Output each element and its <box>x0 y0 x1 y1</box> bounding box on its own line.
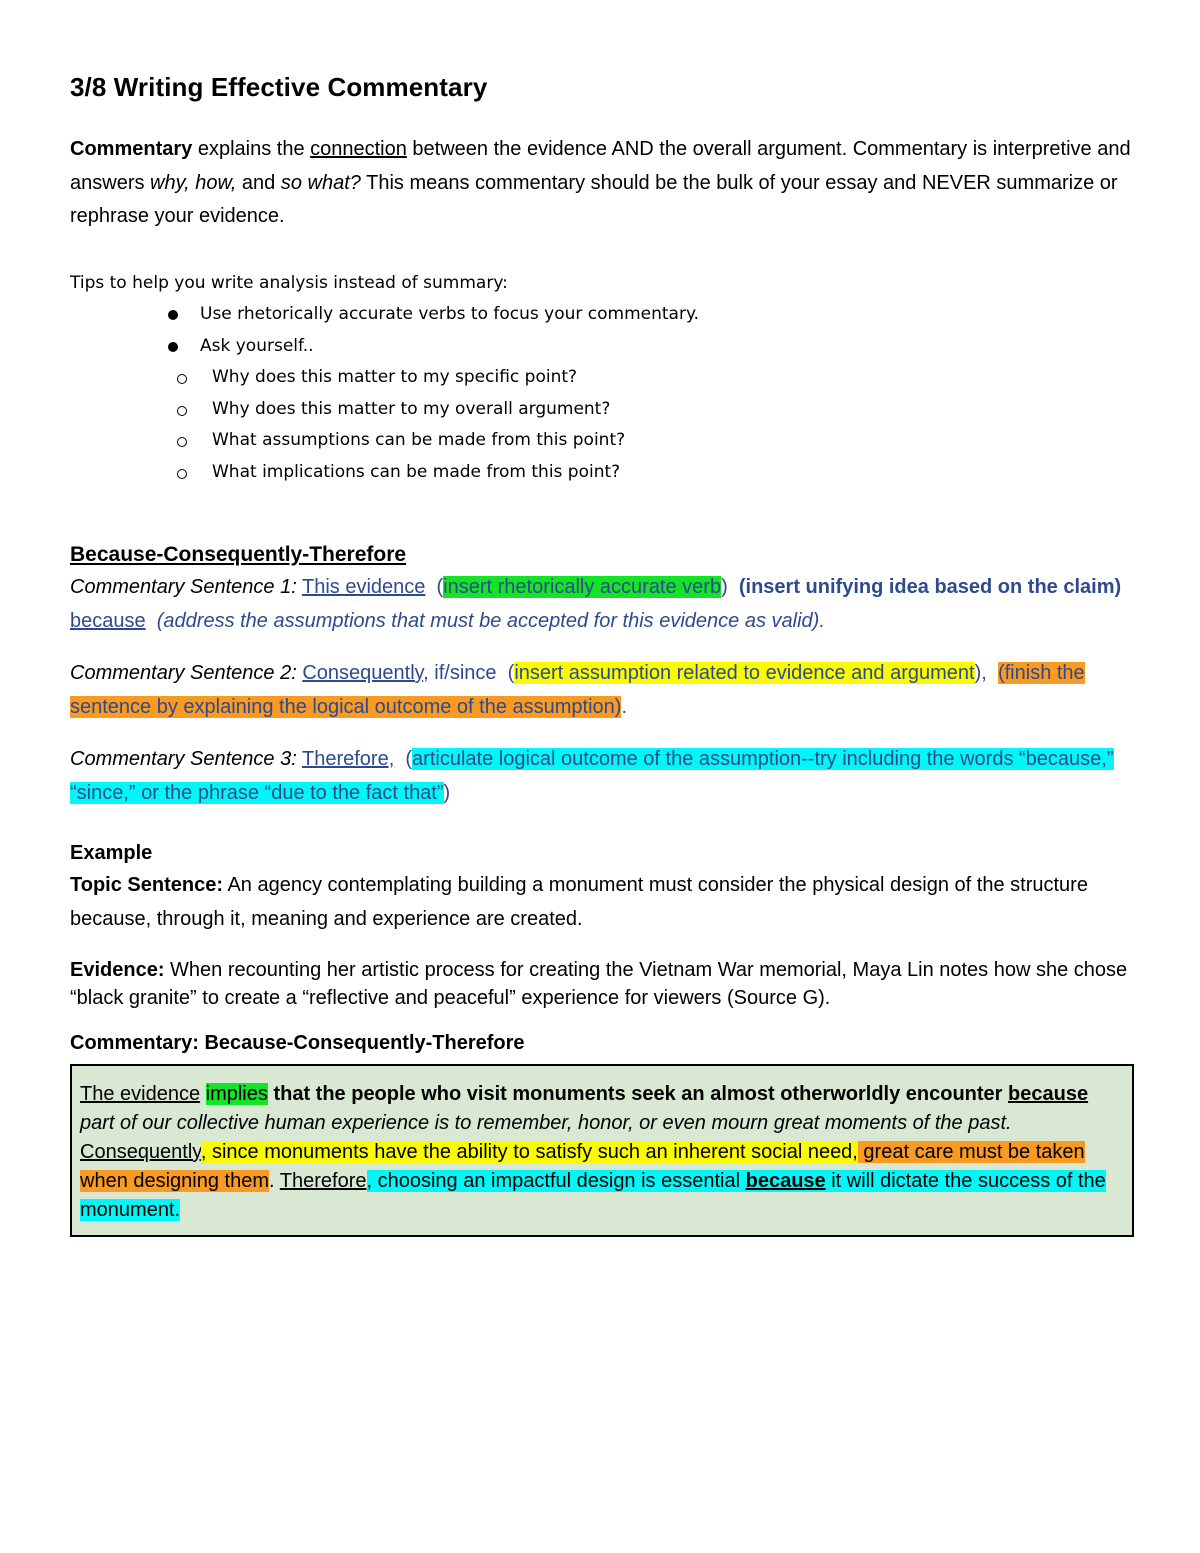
paren: ( <box>997 662 1005 684</box>
since-text: since monuments have the ability to satisfy such an inherent social need, <box>206 1141 858 1163</box>
bullet-icon <box>168 310 178 320</box>
choosing-text: choosing an impactful design is essential <box>372 1170 746 1192</box>
the-evidence-text: The evidence <box>80 1083 201 1105</box>
list-item <box>70 457 1132 489</box>
circle-bullet-icon <box>177 374 187 384</box>
list-item <box>70 331 1132 363</box>
evidence-paragraph <box>70 956 1132 1012</box>
paren: ( <box>405 748 413 770</box>
document-page <box>70 72 1132 1237</box>
commentary-sentence-3 <box>70 742 1132 810</box>
list-item-text: Why does this matter to my specific point? <box>212 367 578 387</box>
circle-bullet-icon <box>177 469 187 479</box>
paren: ) <box>721 576 728 598</box>
this-evidence-text: This evidence <box>301 576 426 598</box>
evidence-label: Evidence: <box>70 959 165 981</box>
because-text: because <box>745 1170 826 1192</box>
if-since-text: , if/since <box>423 662 497 684</box>
paren: ) <box>443 782 451 804</box>
because-text: because <box>1008 1083 1089 1105</box>
because-text: because <box>70 610 146 632</box>
assumption-text: part of our collective human experience is to remember, honor, or even mourn great moments of the past. <box>80 1112 1012 1134</box>
dictate-text: it will dictate the success of the monument. <box>80 1170 1106 1221</box>
circle-bullet-icon <box>177 406 187 416</box>
intro-text-4: This means commentary should be the bulk of your essay and NEVER summarize or rephrase your evidence. <box>70 171 1118 227</box>
comma: , <box>366 1170 373 1192</box>
topic-label: Topic Sentence: <box>70 874 223 896</box>
intro-text-1: explains the <box>192 138 311 160</box>
finish-placeholder: finish the sentence by explaining the logical outcome of the assumption <box>70 662 1085 718</box>
consequently-text: Consequently <box>80 1141 201 1163</box>
intro-text-2: between the evidence AND the overall argument. Commentary is interpretive and answers <box>70 138 1131 194</box>
list-item-text: Ask yourself.. <box>200 335 314 356</box>
topic-text: An agency contemplating building a monument must consider the physical design of the structure because, through it, meaning and experience are created. <box>70 874 1088 930</box>
tips-section <box>70 268 1132 489</box>
list-item <box>70 362 1132 394</box>
intro-text-3: and <box>236 171 281 194</box>
commentary-example-box <box>70 1064 1134 1237</box>
great-care-text: great care must be taken when designing them <box>80 1141 1085 1192</box>
list-item-text: What assumptions can be made from this point? <box>212 430 626 450</box>
topic-sentence <box>70 868 1132 936</box>
comma: , <box>200 1141 207 1163</box>
paren: ), <box>974 662 987 684</box>
consequently-text: Consequently <box>302 662 424 684</box>
assumption-placeholder: insert assumption related to evidence and argument <box>514 662 975 684</box>
intro-term: Commentary <box>70 138 193 160</box>
tips-heading: Tips to help you write analysis instead of summary: <box>70 272 508 293</box>
sentence-label: Commentary Sentence 1: <box>70 576 297 598</box>
implies-text: implies <box>205 1083 268 1105</box>
bullet-icon <box>168 342 178 352</box>
verb-placeholder: insert rhetorically accurate verb <box>443 576 722 598</box>
commentary-sentence-2 <box>70 656 1132 724</box>
paren: ) <box>614 696 622 718</box>
list-item-text: Use rhetorically accurate verbs to focus your commentary. <box>200 304 700 324</box>
articulate-placeholder: articulate logical outcome of the assumption--try including the words “because,” “since,” or the phrase “due to the fact that” <box>70 748 1114 804</box>
sentence-label: Commentary Sentence 3: <box>70 748 297 770</box>
sentence-label: Commentary Sentence 2: <box>70 662 297 684</box>
intro-paragraph <box>70 133 1132 234</box>
example-heading: Example <box>70 842 153 864</box>
circle-bullet-icon <box>177 437 187 447</box>
commentary-sentence-1 <box>70 570 1132 638</box>
commentary-heading: Commentary: Because-Consequently-Therefore <box>70 1032 525 1054</box>
list-item <box>70 394 1132 426</box>
list-item <box>70 425 1132 457</box>
page-title: 3/8 Writing Effective Commentary <box>70 72 488 102</box>
list-item <box>70 299 1132 331</box>
period: . <box>621 696 628 718</box>
evidence-text: When recounting her artistic process for creating the Vietnam War memorial, Maya Lin notes how she chose “black granite” to create a “reflective and peaceful” experience for viewers (Source G). <box>70 959 1128 1009</box>
unifying-idea-placeholder: (insert unifying idea based on the claim) <box>738 576 1122 598</box>
list-item-text: What implications can be made from this point? <box>212 461 621 482</box>
therefore-text: Therefore, <box>301 748 395 770</box>
claim-text: that the people who visit monuments seek an almost otherworldly encounter <box>267 1083 1003 1105</box>
intro-so-what: so what? <box>280 171 361 194</box>
tips-list <box>70 299 1132 488</box>
paren: ( <box>507 662 515 684</box>
intro-why-how: why, how, <box>150 171 237 194</box>
assumptions-placeholder: (address the assumptions that must be accepted for this evidence as valid). <box>156 610 825 632</box>
period: . <box>269 1170 275 1192</box>
section-heading: Because-Consequently-Therefore <box>70 543 407 566</box>
paren: ( <box>436 576 444 598</box>
list-item-text: Why does this matter to my overall argument? <box>212 398 611 419</box>
intro-connection: connection <box>310 138 407 160</box>
therefore-text: Therefore <box>279 1170 367 1192</box>
